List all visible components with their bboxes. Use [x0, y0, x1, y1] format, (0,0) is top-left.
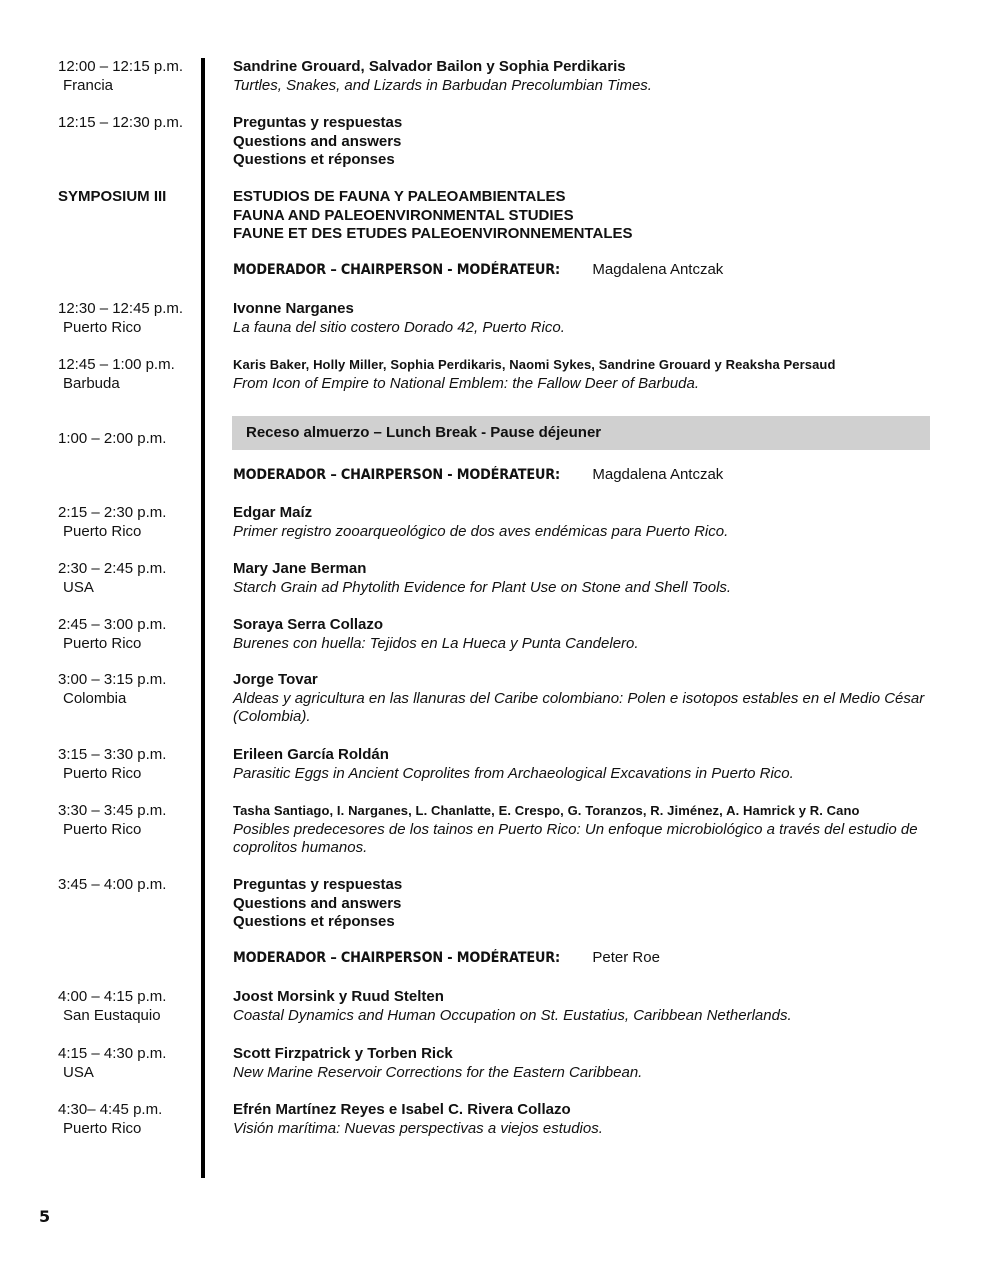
- lunch-break-banner: Receso almuerzo – Lunch Break - Pause déjeuner: [232, 416, 930, 450]
- session-time: 3:00 – 3:15 p.m. Colombia: [58, 671, 167, 707]
- symposium-label: SYMPOSIUM III: [58, 188, 167, 205]
- session-time: 2:45 – 3:00 p.m. Puerto Rico: [58, 616, 167, 652]
- symposium-title: ESTUDIOS DE FAUNA Y PALEOAMBIENTALES FAUNA AND PALEOENVIRONMENTAL STUDIES FAUNE ET DES ETUDES PALEOENVIRONNEMENTALES: [233, 188, 633, 242]
- session-author: Sandrine Grouard, Salvador Bailon y Sophia Perdikaris: [233, 58, 626, 75]
- session-title: Turtles, Snakes, and Lizards in Barbudan Precolumbian Times.: [233, 76, 652, 94]
- timeline-divider: [201, 58, 205, 1178]
- session-content: Joost Morsink y Ruud Stelten Coastal Dynamics and Human Occupation on St. Eustatius, Caribbean Netherlands.: [233, 988, 792, 1024]
- qa-block: Preguntas y respuestas Questions and answers Questions et réponses: [233, 114, 403, 168]
- moderator-line: MODERADOR – CHAIRPERSON - MODÉRATEUR: Peter Roe: [233, 949, 660, 966]
- session-content: Jorge Tovar Aldeas y agricultura en las llanuras del Caribe colombiano: Polen e isotopos estables en el Medio César (Colombia).: [233, 671, 925, 725]
- session-content: Mary Jane Berman Starch Grain ad Phytolith Evidence for Plant Use on Stone and Shell Tools.: [233, 560, 732, 596]
- session-time: 12:45 – 1:00 p.m. Barbuda: [58, 356, 175, 392]
- session-time: 2:30 – 2:45 p.m. USA: [58, 560, 167, 596]
- qa-block: Preguntas y respuestas Questions and answers Questions et réponses: [233, 876, 403, 930]
- session-time: 3:45 – 4:00 p.m.: [58, 876, 167, 893]
- session-time: 1:00 – 2:00 p.m.: [58, 430, 167, 447]
- moderator-line: MODERADOR – CHAIRPERSON - MODÉRATEUR: Magdalena Antczak: [233, 261, 724, 278]
- session-content: Efrén Martínez Reyes e Isabel C. Rivera Collazo Visión marítima: Nuevas perspectivas a viejos estudios.: [233, 1101, 603, 1137]
- session-time: 2:15 – 2:30 p.m. Puerto Rico: [58, 504, 167, 540]
- session-time: 4:15 – 4:30 p.m. USA: [58, 1045, 167, 1081]
- session-content: Tasha Santiago, I. Narganes, L. Chanlatte, E. Crespo, G. Toranzos, R. Jiménez, A. Hamrick y R. Cano Posibles predecesores de los tainos en Puerto Rico: Un enfoque microbiológico a través del estudio de coprolitos humanos.: [233, 803, 918, 856]
- session-content: Scott Firzpatrick y Torben Rick New Marine Reservoir Corrections for the Eastern Caribbean.: [233, 1045, 643, 1081]
- session-time: 12:00 – 12:15 p.m. Francia: [58, 58, 184, 94]
- moderator-line: MODERADOR – CHAIRPERSON - MODÉRATEUR: Magdalena Antczak: [233, 466, 724, 483]
- session-time: 4:30– 4:45 p.m. Puerto Rico: [58, 1101, 163, 1137]
- session-time: 4:00 – 4:15 p.m. San Eustaquio: [58, 988, 167, 1024]
- session-content: Edgar Maíz Primer registro zooarqueológico de dos aves endémicas para Puerto Rico.: [233, 504, 729, 540]
- session-content: [233, 58, 933, 95]
- session-time: 3:30 – 3:45 p.m. Puerto Rico: [58, 802, 167, 838]
- session-time: 12:30 – 12:45 p.m. Puerto Rico: [58, 300, 184, 336]
- session-time: 12:15 – 12:30 p.m.: [58, 114, 184, 131]
- session-content: Ivonne Narganes La fauna del sitio costero Dorado 42, Puerto Rico.: [233, 300, 565, 336]
- session-time: 3:15 – 3:30 p.m. Puerto Rico: [58, 746, 167, 782]
- page-number: 5: [39, 1207, 51, 1226]
- session-content: Soraya Serra Collazo Burenes con huella: Tejidos en La Hueca y Punta Candelero.: [233, 616, 639, 652]
- session-content: Erileen García Roldán Parasitic Eggs in Ancient Coprolites from Archaeological Excavations in Puerto Rico.: [233, 746, 794, 782]
- session-content: Karis Baker, Holly Miller, Sophia Perdikaris, Naomi Sykes, Sandrine Grouard y Reaksha Persaud From Icon of Empire to National Emblem: the Fallow Deer of Barbuda.: [233, 357, 836, 392]
